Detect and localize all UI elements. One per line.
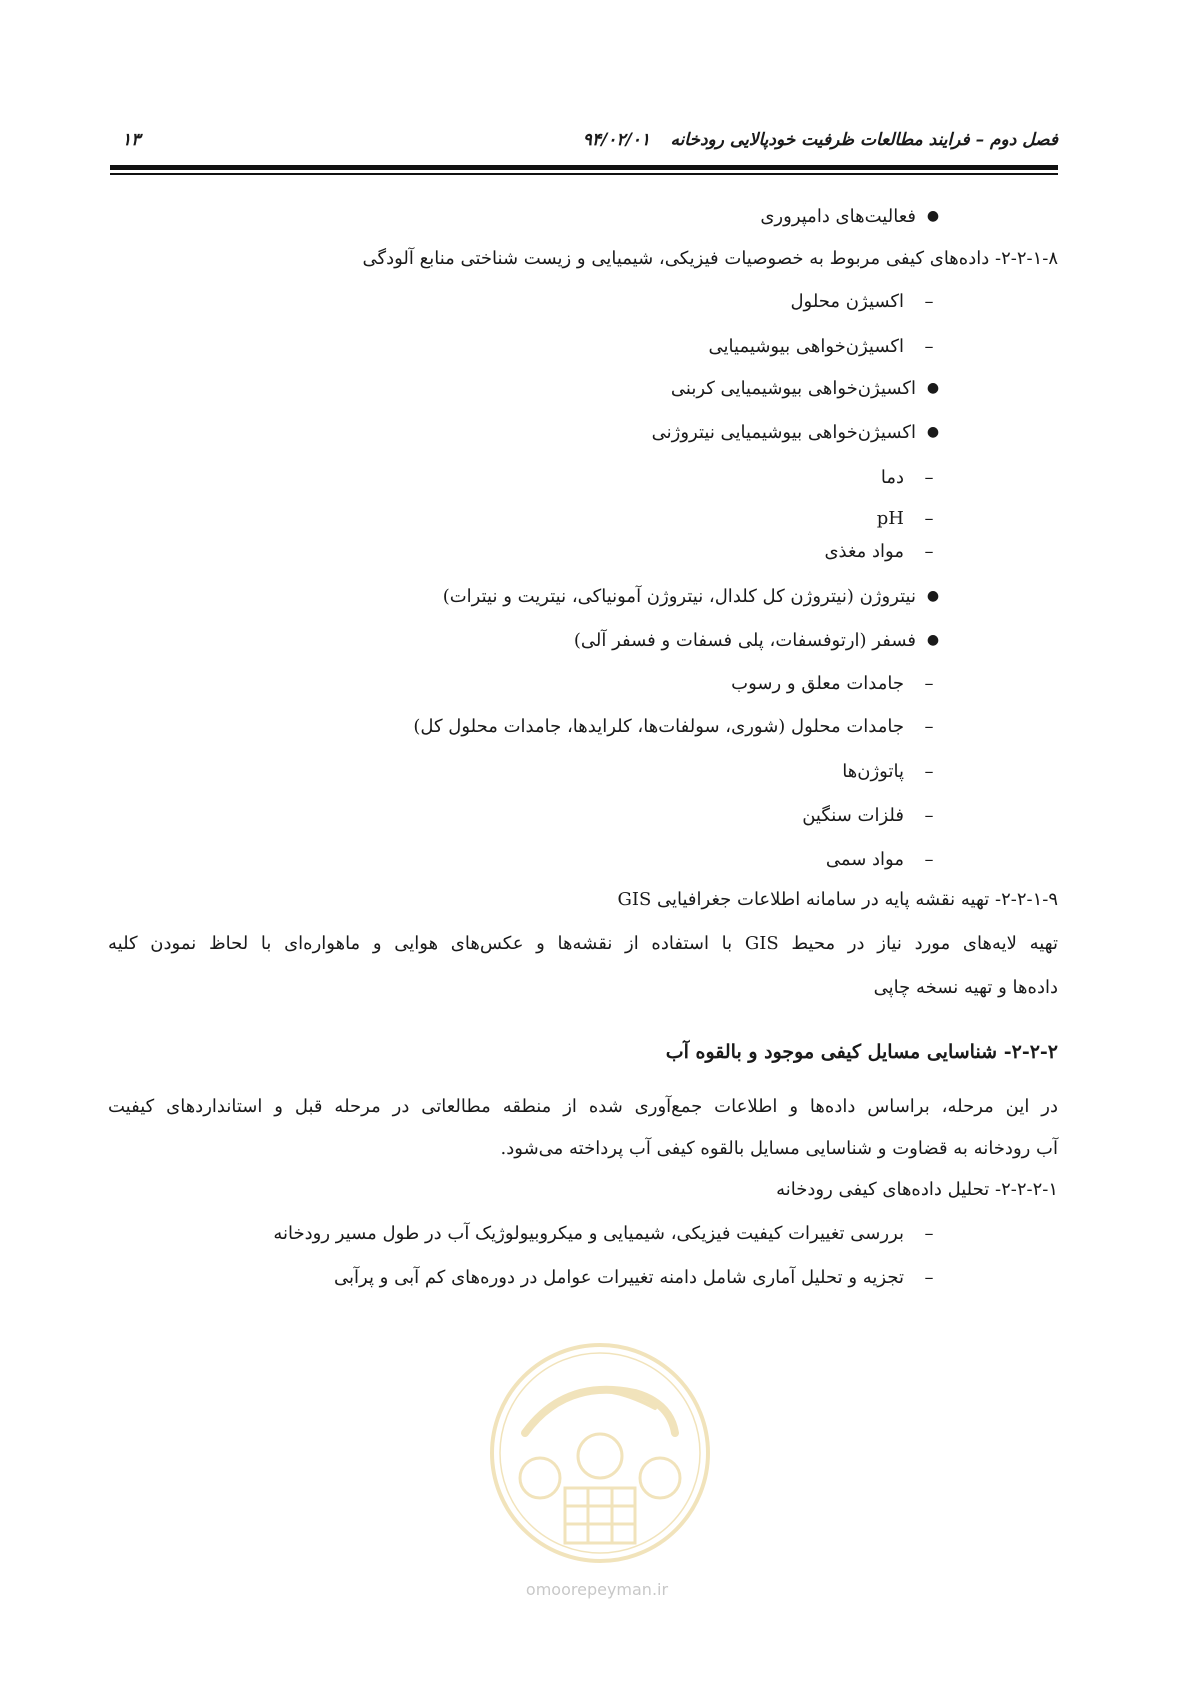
list-item: –مواد سمی bbox=[826, 849, 940, 870]
list-item: –pH bbox=[877, 508, 940, 529]
bullet-marker: ● bbox=[926, 632, 940, 648]
bullet-marker: ● bbox=[926, 424, 940, 440]
bullet-marker: ● bbox=[926, 588, 940, 604]
list-item: ●اکسیژن‌خواهی بیوشیمیایی کربنی bbox=[670, 378, 940, 399]
section-heading-2-2-2-1: ۲-۲-۲-۱- تحلیل داده‌های کیفی رودخانه bbox=[776, 1179, 1058, 1200]
dash-marker: – bbox=[924, 541, 934, 562]
header-rule-thick bbox=[110, 165, 1058, 170]
dash-marker: – bbox=[924, 673, 934, 694]
dash-marker: – bbox=[924, 336, 934, 357]
list-item: –اکسیژن‌خواهی بیوشیمیایی bbox=[709, 336, 940, 357]
dash-marker: – bbox=[924, 805, 934, 826]
section-heading-2-2-1-9: ۲-۲-۱-۹- تهیه نقشه پایه در سامانه اطلاعات جغرافیایی GIS bbox=[617, 889, 1058, 910]
list-item: –جامدات محلول (شوری، سولفات‌ها، کلرایدها، جامدات محلول کل) bbox=[413, 716, 940, 737]
watermark-logo bbox=[485, 1338, 715, 1568]
dash-marker: – bbox=[924, 1267, 934, 1288]
list-item: –پاتوژن‌ها bbox=[842, 761, 940, 782]
list-item: –جامدات معلق و رسوب bbox=[731, 673, 940, 694]
list-item: –مواد مغذی bbox=[824, 541, 940, 562]
list-item: –تجزیه و تحلیل آماری شامل دامنه تغییرات عوامل در دوره‌های کم آبی و پرآبی bbox=[334, 1267, 940, 1288]
paragraph-line: تهیه لایه‌های مورد نیاز در محیط GIS با استفاده از نقشه‌ها و عکس‌های هوایی و ماهواره‌ای با لحاظ نمودن کلیه bbox=[108, 933, 1058, 954]
dash-marker: – bbox=[924, 849, 934, 870]
page-header bbox=[110, 130, 1058, 158]
dash-marker: – bbox=[924, 508, 934, 529]
list-item: ●فعالیت‌های دامپروری bbox=[760, 206, 940, 227]
dash-marker: – bbox=[924, 291, 934, 312]
dash-marker: – bbox=[924, 1223, 934, 1244]
page-number: ۱۳ bbox=[122, 130, 141, 150]
dash-marker: – bbox=[924, 716, 934, 737]
list-item: ●فسفر (ارتوفسفات، پلی فسفات و فسفر آلی) bbox=[573, 630, 940, 651]
section-heading-2-2-2: ۲-۲-۲- شناسایی مسایل کیفی موجود و بالقوه آب bbox=[665, 1041, 1058, 1063]
header-date: ۹۴/۰۲/۰۱ bbox=[582, 130, 650, 150]
list-item: –بررسی تغییرات کیفیت فیزیکی، شیمیایی و میکروبیولوژیک آب در طول مسیر رودخانه bbox=[273, 1223, 940, 1244]
list-item: –فلزات سنگین bbox=[802, 805, 940, 826]
paragraph-line: در این مرحله، براساس داده‌ها و اطلاعات جمع‌آوری شده از منطقه مطالعاتی در مرحله قبل و استانداردهای کیفیت bbox=[108, 1096, 1059, 1117]
list-item: –دما bbox=[881, 467, 940, 488]
paragraph-line: آب رودخانه به قضاوت و شناسایی مسایل بالقوه کیفی آب پرداخته می‌شود. bbox=[500, 1138, 1058, 1159]
dash-marker: – bbox=[924, 467, 934, 488]
header-rule-thin bbox=[110, 173, 1058, 175]
bullet-marker: ● bbox=[926, 380, 940, 396]
watermark-site: omoorepeyman.ir bbox=[525, 1580, 669, 1599]
section-heading-2-2-1-8: ۲-۲-۱-۸- داده‌های کیفی مربوط به خصوصیات فیزیکی، شیمیایی و زیست شناختی منابع آلودگی bbox=[362, 248, 1058, 269]
dash-marker: – bbox=[924, 761, 934, 782]
list-item: –اکسیژن محلول bbox=[790, 291, 940, 312]
paragraph-line: داده‌ها و تهیه نسخه چاپی bbox=[873, 977, 1058, 998]
header-title: فصل دوم – فرایند مطالعات ظرفیت خودپالایی رودخانه bbox=[670, 130, 1058, 150]
bullet-marker: ● bbox=[926, 208, 940, 224]
list-item: ●نیتروژن (نیتروژن کل کلدال، نیتروژن آمونیاکی، نیتریت و نیترات) bbox=[442, 586, 940, 607]
list-item: ●اکسیژن‌خواهی بیوشیمیایی نیتروژنی bbox=[651, 422, 940, 443]
